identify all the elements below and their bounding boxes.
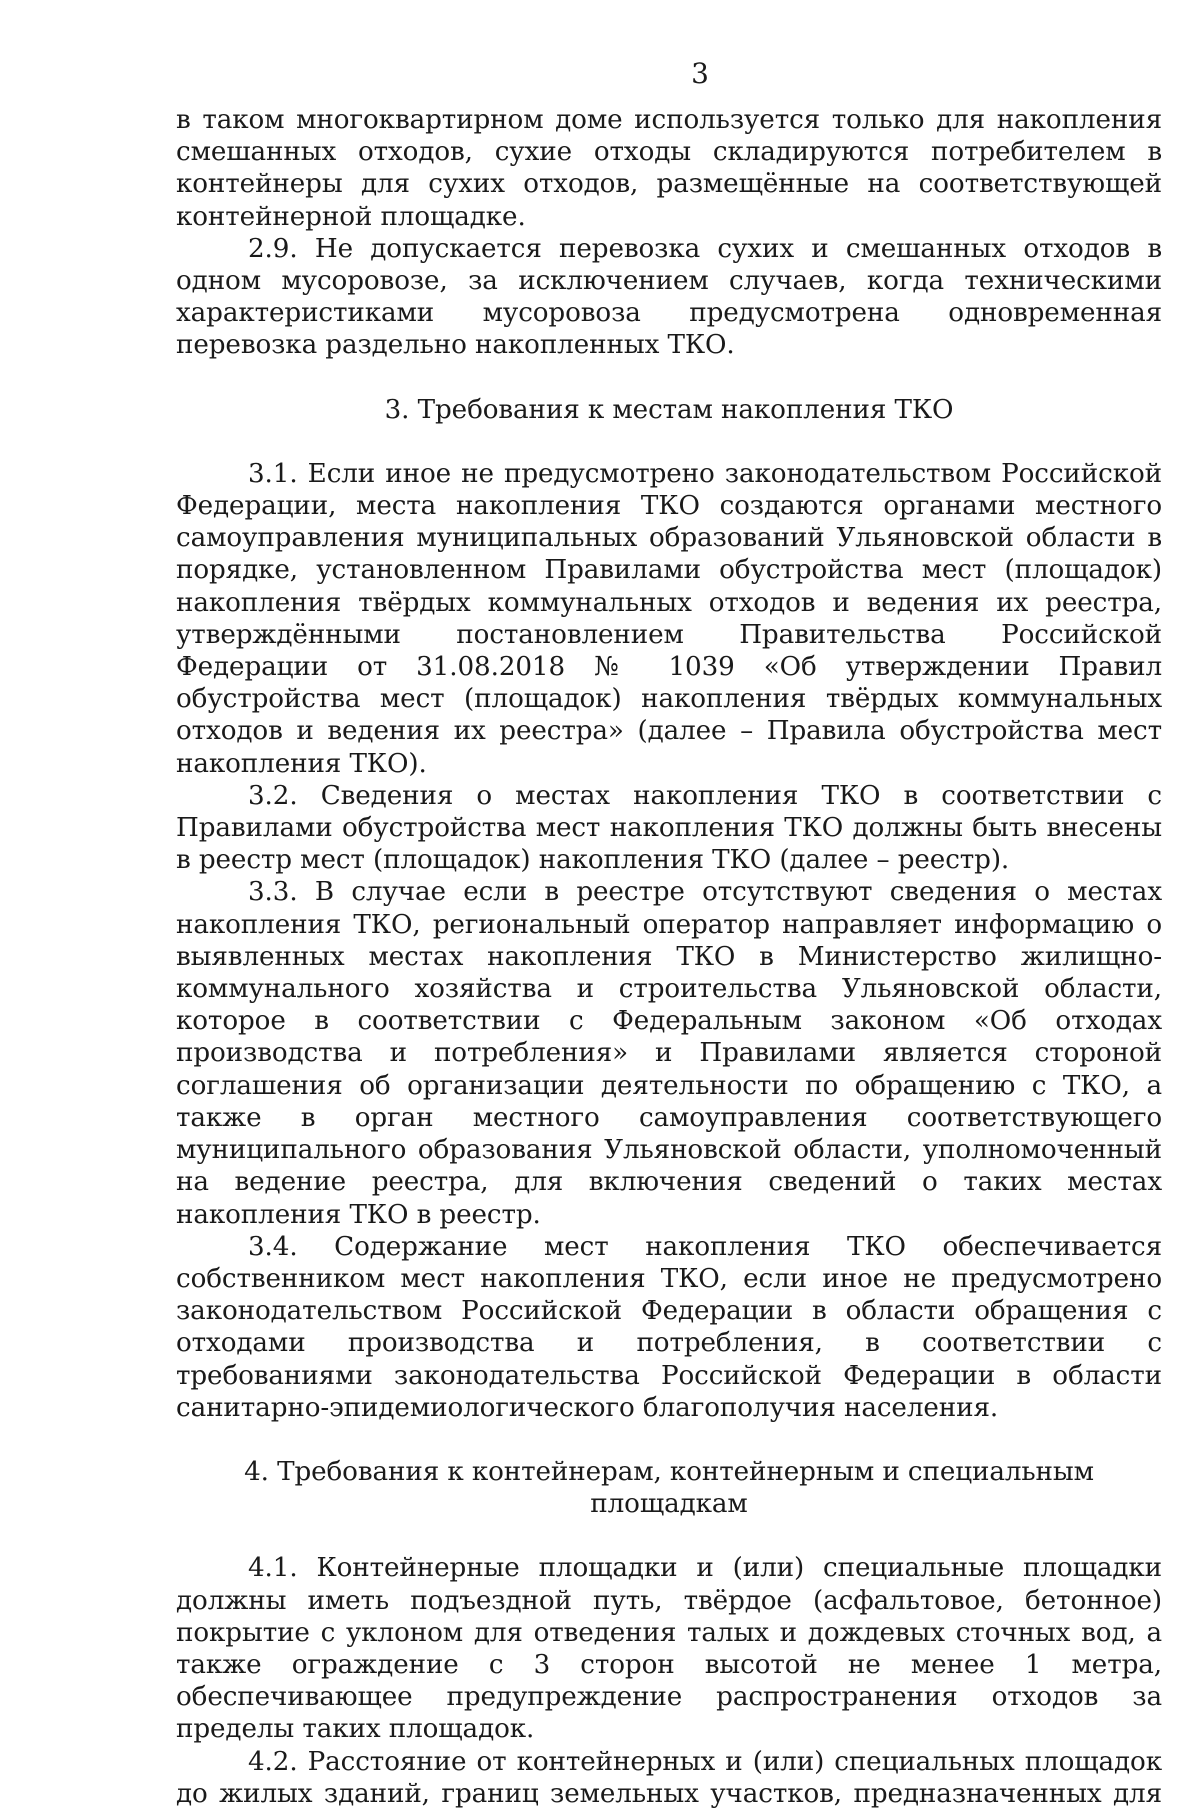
section-4-heading: 4. Требования к контейнерам, контейнерным и специальным площадкам — [244, 1456, 1094, 1520]
paragraph-3-3: 3.3. В случае если в реестре отсутствуют сведения о местах накопления ТКО, региональный оператор направляет информацию о выявленных местах накопления ТКО в Министерство жилищно-коммунального хозяйства и строительства Ульяновской области, которое в соответствии с Федеральным законом «Об отходах производства и потребления» и Правилами является стороной соглашения об организации деятельности по обращению с ТКО, а также в орган местного самоуправления соответствующего муниципального образования Ульяновской области, уполномоченный на ведение реестра, для включения сведений о таких местах накопления ТКО в реестр. — [176, 877, 1162, 1230]
paragraph-4-1: 4.1. Контейнерные площадки и (или) специальные площадки должны иметь подъездной путь, твёрдое (асфальтовое, бетонное) покрытие с уклоном для отведения талых и дождевых сточных вод, а также ограждение с 3 сторон высотой не менее 1 метра, обеспечивающее предупреждение распространения отходов за пределы таких площадок. — [176, 1553, 1162, 1745]
document-body — [176, 104, 1162, 1810]
paragraph-3-4: 3.4. Содержание мест накопления ТКО обеспечивается собственником мест накопления ТКО, если иное не предусмотрено законодательством Российской Федерации в области обращения с отходами производства и потребления, в соответствии с требованиями законодательства Российской Федерации в области санитарно-эпидемиологического благополучия населения. — [176, 1231, 1162, 1423]
spacer — [176, 1520, 1162, 1552]
spacer — [176, 1424, 1162, 1456]
section-3-heading: 3. Требования к местам накопления ТКО — [384, 394, 954, 425]
spacer — [176, 426, 1162, 458]
paragraph-3-2: 3.2. Сведения о местах накопления ТКО в соответствии с Правилами обустройства мест накопления ТКО должны быть внесены в реестр мест (площадок) накопления ТКО (далее – реестр). — [176, 780, 1162, 876]
paragraph-3-1: 3.1. Если иное не предусмотрено законодательством Российской Федерации, места накопления ТКО создаются органами местного самоуправления муниципальных образований Ульяновской области в порядке, установленном Правилами обустройства мест (площадок) накопления твёрдых коммунальных отходов и ведения их реестра, утверждёнными постановлением Правительства Российской Федерации от 31.08.2018 № 1039 «Об утверждении Правил обустройства мест (площадок) накопления твёрдых коммунальных отходов и ведения их реестра» (далее – Правила обустройства мест накопления ТКО). — [176, 458, 1162, 779]
page-number: 3 — [691, 57, 709, 90]
paragraph-2-9: 2.9. Не допускается перевозка сухих и смешанных отходов в одном мусоровозе, за исключением случаев, когда техническими характеристиками мусоровоза предусмотрена одновременная перевозка раздельно накопленных ТКО. — [176, 233, 1162, 361]
paragraph-2-8-continuation: в таком многоквартирном доме используется только для накопления смешанных отходов, сухие отходы складируются потребителем в контейнеры для сухих отходов, размещённые на соответствующей контейнерной площадке. — [176, 105, 1162, 232]
paragraph-4-2: 4.2. Расстояние от контейнерных и (или) специальных площадок до жилых зданий, границ земельных участков, предназначенных для — [176, 1746, 1162, 1809]
spacer — [176, 362, 1162, 394]
